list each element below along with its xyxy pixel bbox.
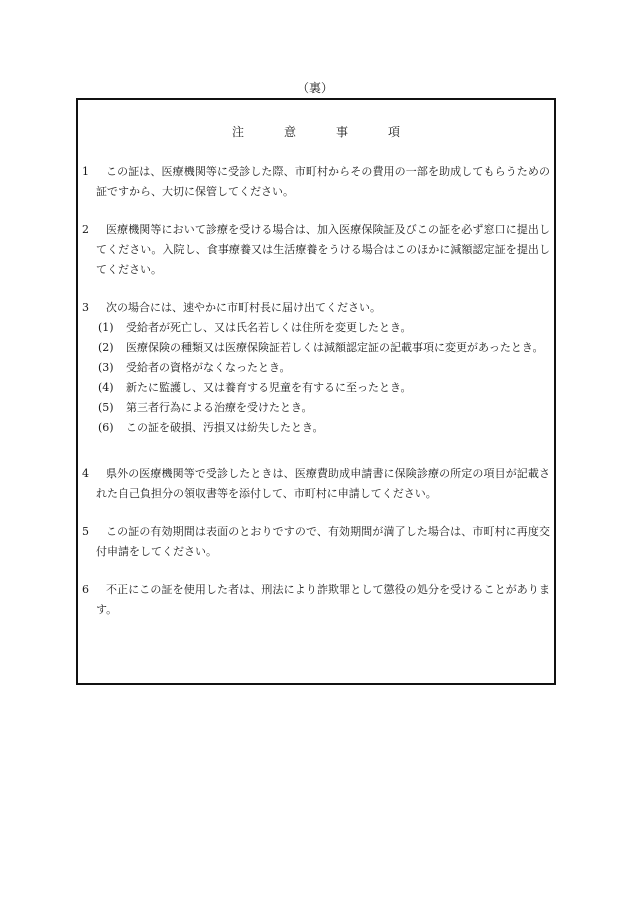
subitem-text: 医療保険の種類又は医療保険証若しくは減額認定証の記載事項に変更があったとき。 [126, 341, 544, 354]
notice-body [82, 162, 550, 620]
notice-frame [76, 98, 556, 685]
item-text: 次の場合には、速やかに市町村長に届け出てください。 [106, 301, 381, 314]
notice-item-5 [82, 522, 550, 562]
title-char: 注 [231, 125, 244, 139]
notice-item-6 [82, 580, 550, 620]
notice-subitem-1 [82, 318, 550, 338]
notice-item-3 [82, 298, 550, 318]
item-number: 2 [82, 223, 89, 236]
item-text: 不正にこの証を使用した者は、刑法により詐欺罪として懲役の処分を受けることがあります。 [96, 583, 550, 616]
notice-item-2 [82, 220, 550, 280]
subitem-text: 受給者が死亡し、又は氏名若しくは住所を変更したとき。 [126, 321, 412, 334]
title-char: 意 [283, 125, 296, 139]
title-char: 項 [388, 125, 401, 139]
title-char: 事 [336, 125, 349, 139]
subitem-number: (6) [98, 421, 114, 434]
notice-item-4 [82, 464, 550, 504]
notice-subitem-6 [82, 418, 550, 438]
item-text: この証は、医療機関等に受診した際、市町村からその費用の一部を助成してもらうための証ですから、大切に保管してください。 [96, 165, 550, 198]
subitem-number: (1) [98, 321, 114, 334]
subitem-text: 受給者の資格がなくなったとき。 [126, 361, 291, 374]
notice-subitem-5 [82, 398, 550, 418]
subitem-number: (2) [98, 341, 114, 354]
subitem-text: 第三者行為による治療を受けたとき。 [126, 401, 313, 414]
item-number: 1 [82, 165, 89, 178]
notice-subitem-3 [82, 358, 550, 378]
item-text: この証の有効期間は表面のとおりですので、有効期間が満了した場合は、市町村に再度交付申請をしてください。 [96, 525, 550, 558]
notice-subitem-2 [82, 338, 550, 358]
subitem-text: この証を破損、汚損又は紛失したとき。 [126, 421, 324, 434]
notice-title [78, 124, 554, 140]
subitem-number: (5) [98, 401, 114, 414]
subitem-number: (4) [98, 381, 114, 394]
item-text: 県外の医療機関等で受診したときは、医療費助成申請書に保険診療の所定の項目が記載された自己負担分の領収書等を添付して、市町村に申請してください。 [96, 467, 550, 500]
subitem-text: 新たに監護し、又は養育する児童を有するに至ったとき。 [126, 381, 412, 394]
item-text: 医療機関等において診療を受ける場合は、加入医療保険証及びこの証を必ず窓口に提出してください。入院し、食事療養又は生活療養をうける場合はこのほかに減額認定証を提出してください。 [96, 223, 550, 276]
notice-item-1 [82, 162, 550, 202]
page-heading: （裏） [296, 81, 333, 95]
subitem-number: (3) [98, 361, 114, 374]
item-number: 6 [82, 583, 89, 596]
item-number: 3 [82, 301, 89, 314]
item-number: 4 [82, 467, 89, 480]
notice-subitem-4 [82, 378, 550, 398]
item-number: 5 [82, 525, 89, 538]
